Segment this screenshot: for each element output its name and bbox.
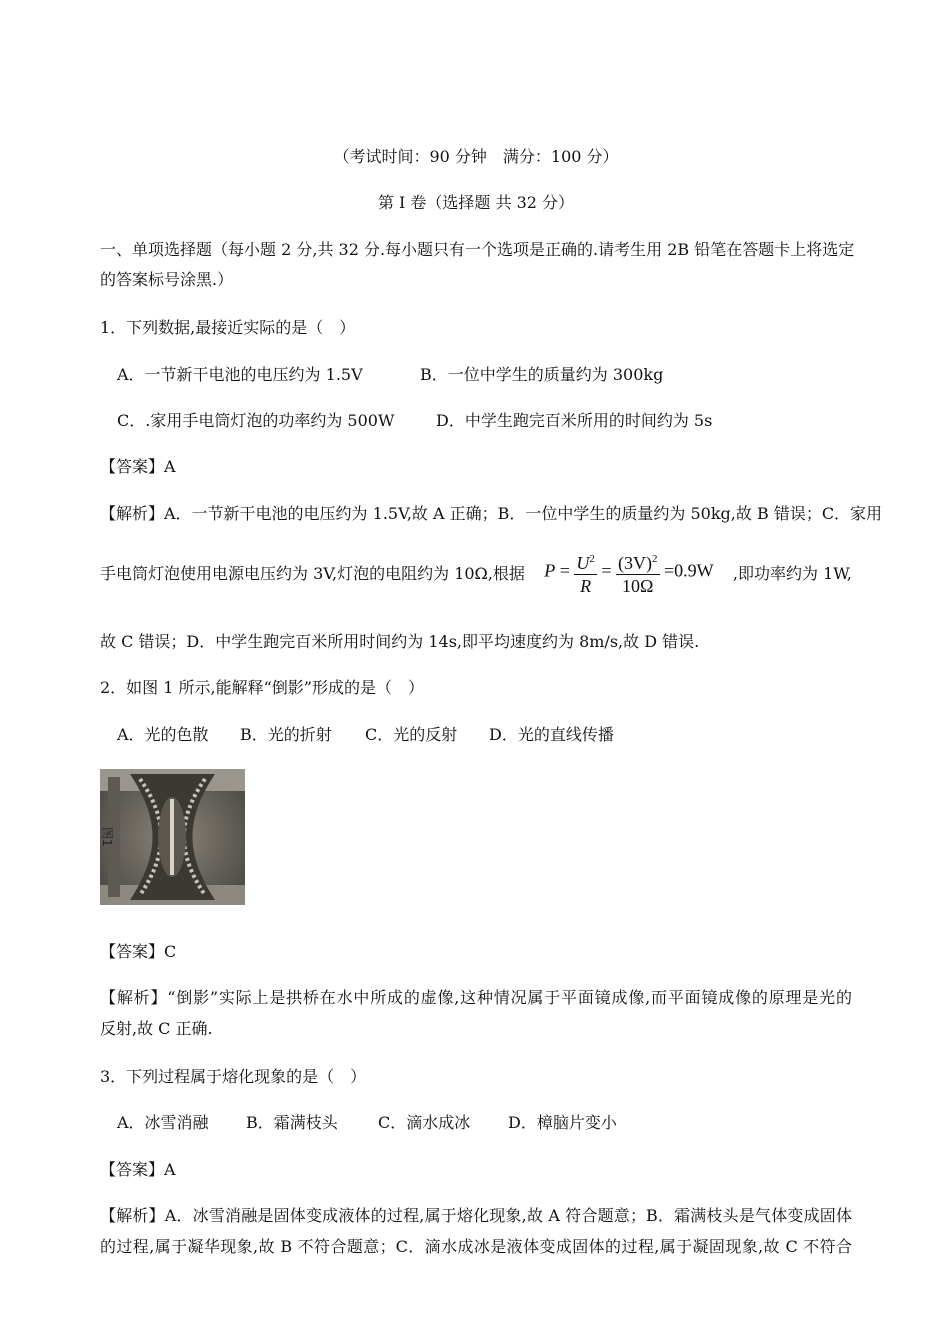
formula-fraction-2	[616, 548, 660, 597]
q2-analysis-line-1: 【解析】“倒影”实际上是拱桥在水中所成的虚像,这种情况属于平面镜成像,而平面镜成像的原理是光的	[100, 988, 852, 1007]
q1-option-a: A．一节新干电池的电压约为 1.5V	[117, 365, 363, 384]
formula-frac2-den: 10Ω	[622, 576, 654, 596]
formula-result: =0.9W	[664, 560, 714, 581]
q3-option-c: C．滴水成冰	[378, 1113, 471, 1132]
q1-analysis-line-1: 【解析】A．一节新干电池的电压约为 1.5V,故 A 正确；B．一位中学生的质量约为 50kg,故 B 错误；C．家用	[100, 504, 883, 523]
section-title: 第 I 卷（选择题 共 32 分）	[377, 193, 575, 212]
q1-answer: 【答案】A	[100, 457, 176, 476]
q2-option-b: B．光的折射	[240, 725, 332, 744]
q1-stem: 1．下列数据,最接近实际的是（ ）	[100, 318, 356, 337]
q3-option-a: A．冰雪消融	[117, 1113, 209, 1132]
q1-analysis-line-3: 故 C 错误；D．中学生跑完百米所用时间约为 14s,即平均速度约为 8m/s,故 D 错误.	[100, 632, 700, 651]
q2-analysis-line-2: 反射,故 C 正确.	[100, 1019, 213, 1038]
q2-option-a: A．光的色散	[117, 725, 209, 744]
q1-option-b: B．一位中学生的质量约为 300kg	[420, 365, 664, 384]
figure-1-label: 图1	[100, 827, 114, 847]
exam-info: （考试时间：90 分钟 满分：100 分）	[333, 147, 619, 166]
q1-analysis-line-2	[100, 548, 852, 597]
q2-option-d: D．光的直线传播	[489, 725, 614, 744]
q3-stem: 3．下列过程属于熔化现象的是（ ）	[100, 1067, 367, 1086]
formula-frac2-exp: 2	[652, 553, 658, 565]
formula-lhs: P	[544, 560, 556, 581]
q1-analysis-line-2-pre: 手电筒灯泡使用电源电压约为 3V,灯泡的电阻约为 10Ω,根据	[100, 564, 525, 583]
q3-analysis-line-2: 的过程,属于凝华现象,故 B 不符合题意；C．滴水成冰是液体变成固体的过程,属于凝固现象,故 C 不符合	[100, 1237, 852, 1256]
formula-frac2-num: (3V)	[618, 553, 652, 573]
formula-equals-2: =	[601, 560, 612, 581]
q3-option-d: D．樟脑片变小	[508, 1113, 617, 1132]
q1-option-d: D．中学生跑完百米所用的时间约为 5s	[436, 411, 713, 430]
q3-answer: 【答案】A	[100, 1160, 176, 1179]
instructions-line-1: 一、单项选择题（每小题 2 分,共 32 分.每小题只有一个选项是正确的.请考生用 2B 铅笔在答题卡上将选定	[100, 240, 855, 259]
formula-frac1-den: R	[580, 576, 592, 596]
formula-fraction-1	[574, 548, 597, 597]
figure-1-reflection-photo	[100, 769, 245, 905]
q3-analysis-line-1: 【解析】A．冰雪消融是固体变成液体的过程,属于熔化现象,故 A 符合题意；B．霜满枝头是气体变成固体	[100, 1206, 852, 1225]
formula-frac1-num: U	[576, 553, 590, 573]
q1-option-c: C．.家用手电筒灯泡的功率约为 500W	[117, 411, 395, 430]
formula-frac1-exp: 2	[589, 553, 595, 565]
q2-stem: 2．如图 1 所示,能解释“倒影”形成的是（ ）	[100, 678, 424, 697]
bridge-reflection-image	[100, 769, 245, 905]
formula-equals-1: =	[559, 560, 570, 581]
q2-answer: 【答案】C	[100, 942, 177, 961]
q3-option-b: B．霜满枝头	[246, 1113, 338, 1132]
power-formula	[544, 548, 713, 597]
q2-option-c: C．光的反射	[365, 725, 458, 744]
q1-analysis-line-2-post: ,即功率约为 1W,	[732, 564, 852, 583]
instructions-line-2: 的答案标号涂黑.）	[100, 270, 234, 289]
